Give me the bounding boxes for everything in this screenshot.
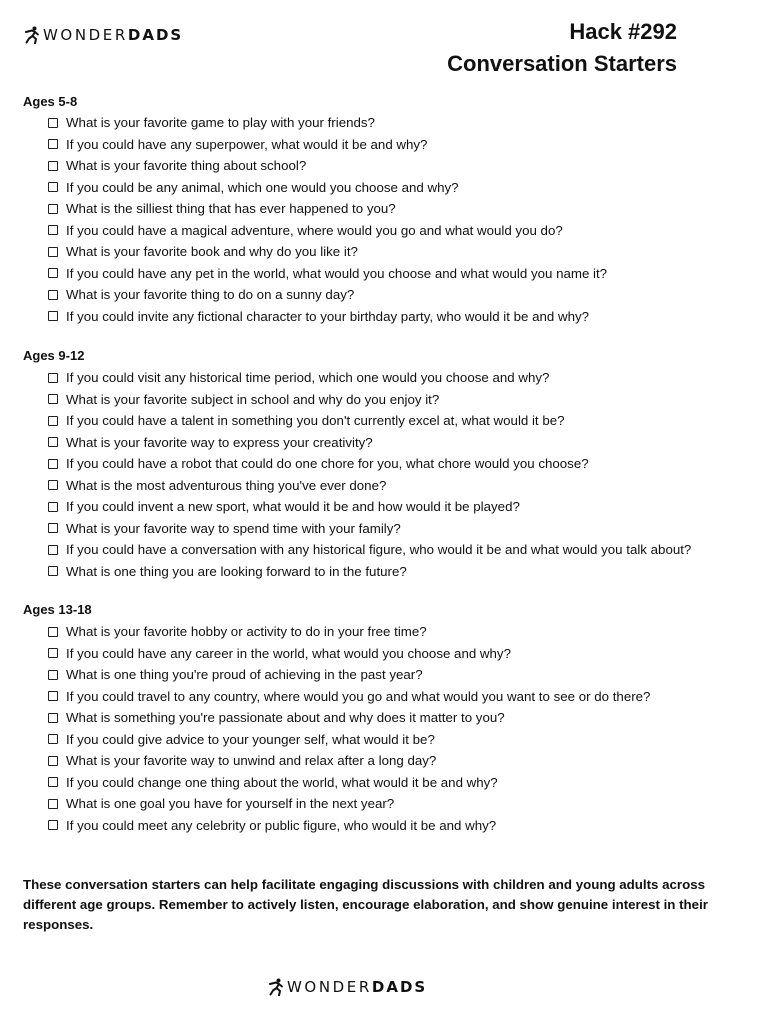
checkbox[interactable] <box>48 161 58 171</box>
checkbox[interactable] <box>48 225 58 235</box>
question-text: What is your favorite subject in school and why do you enjoy it? <box>66 391 440 407</box>
question-item <box>48 772 650 794</box>
question-text: What is your favorite way to express your creativity? <box>66 434 373 450</box>
question-text: If you could give advice to your younger self, what would it be? <box>66 731 435 747</box>
question-text: What is one goal you have for yourself in the next year? <box>66 796 395 812</box>
question-text: What is your favorite game to play with your friends? <box>66 115 375 131</box>
question-text: What is your favorite way to spend time with your family? <box>66 520 401 536</box>
question-item <box>48 177 607 199</box>
checkbox[interactable] <box>48 627 58 637</box>
section-heading-ages-13-18: Ages 13-18 <box>23 602 92 617</box>
checkbox[interactable] <box>48 139 58 149</box>
question-text: If you could invite any fictional character to your birthday party, who would it be and why? <box>66 308 590 324</box>
checkbox[interactable] <box>48 545 58 555</box>
checkbox[interactable] <box>48 734 58 744</box>
question-item <box>48 561 691 583</box>
question-item <box>48 664 650 686</box>
question-item <box>48 432 691 454</box>
checkbox[interactable] <box>48 523 58 533</box>
checkbox[interactable] <box>48 799 58 809</box>
checkbox[interactable] <box>48 566 58 576</box>
wonderdads-logo <box>24 26 183 44</box>
question-item <box>48 815 650 837</box>
question-text: If you could have a magical adventure, where would you go and what would you do? <box>66 222 563 238</box>
section-heading-ages-5-8: Ages 5-8 <box>23 94 78 109</box>
checkbox[interactable] <box>48 437 58 447</box>
question-text: If you could have any career in the world, what would you choose and why? <box>66 645 511 661</box>
question-item <box>48 241 607 263</box>
logo-text-dads: DADS <box>127 26 184 44</box>
question-text: If you could have a robot that could do one chore for you, what chore would you choose? <box>66 456 589 472</box>
question-text: If you could change one thing about the world, what would it be and why? <box>66 774 498 790</box>
question-item <box>48 306 607 328</box>
checkbox[interactable] <box>48 182 58 192</box>
question-item <box>48 220 607 242</box>
checkbox[interactable] <box>48 648 58 658</box>
question-item <box>48 134 607 156</box>
question-text: What is your favorite thing about school? <box>66 158 307 174</box>
question-text: What is your favorite thing to do on a sunny day? <box>66 287 355 303</box>
question-text: If you could visit any historical time period, which one would you choose and why? <box>66 370 550 386</box>
checkbox[interactable] <box>48 416 58 426</box>
question-item <box>48 198 607 220</box>
question-text: If you could have a talent in something you don't currently excel at, what would it be? <box>66 413 565 429</box>
question-item <box>48 750 650 772</box>
question-item <box>48 518 691 540</box>
question-item <box>48 686 650 708</box>
checkbox[interactable] <box>48 777 58 787</box>
checkbox[interactable] <box>48 459 58 469</box>
question-text: If you could have any superpower, what would it be and why? <box>66 136 428 152</box>
page-title: Conversation Starters <box>447 51 677 76</box>
question-item <box>48 453 691 475</box>
question-text: If you could meet any celebrity or public figure, who would it be and why? <box>66 817 497 833</box>
question-text: What is the silliest thing that has ever happened to you? <box>66 201 396 217</box>
checkbox[interactable] <box>48 204 58 214</box>
question-text: If you could have any pet in the world, what would you choose and what would you name it? <box>66 265 608 281</box>
running-figure-icon <box>24 26 40 44</box>
footer-wonderdads-logo <box>268 978 427 996</box>
question-text: If you could be any animal, which one would you choose and why? <box>66 179 459 195</box>
checkbox[interactable] <box>48 670 58 680</box>
checkbox[interactable] <box>48 394 58 404</box>
checkbox[interactable] <box>48 311 58 321</box>
question-text: What is something you're passionate about and why does it matter to you? <box>66 710 505 726</box>
footer-note: These conversation starters can help facilitate engaging discussions with children and young adults across different age groups. Remember to actively listen, encourage elaboration, and show genuine interest in their responses. <box>23 877 708 932</box>
question-item <box>48 112 607 134</box>
question-item <box>48 496 691 518</box>
checkbox[interactable] <box>48 820 58 830</box>
question-item <box>48 155 607 177</box>
footer-logo-text-wonder: WONDER <box>287 978 372 996</box>
question-item <box>48 284 607 306</box>
question-item <box>48 263 607 285</box>
checkbox[interactable] <box>48 268 58 278</box>
question-text: What is your favorite book and why do you like it? <box>66 244 358 260</box>
checkbox[interactable] <box>48 713 58 723</box>
checkbox[interactable] <box>48 247 58 257</box>
question-item <box>48 539 691 561</box>
question-list-ages-13-18 <box>48 621 650 836</box>
footer-logo-text-dads: DADS <box>371 978 428 996</box>
question-text: What is one thing you're proud of achieving in the past year? <box>66 667 423 683</box>
question-item <box>48 729 650 751</box>
question-text: What is one thing you are looking forward to in the future? <box>66 563 407 579</box>
question-item <box>48 389 691 411</box>
question-item <box>48 410 691 432</box>
question-text: What is the most adventurous thing you've ever done? <box>66 477 387 493</box>
checkbox[interactable] <box>48 118 58 128</box>
question-item <box>48 475 691 497</box>
question-list-ages-9-12 <box>48 367 691 582</box>
checkbox[interactable] <box>48 756 58 766</box>
question-text: If you could travel to any country, where would you go and what would you want to see or do there? <box>66 688 651 704</box>
checkbox[interactable] <box>48 691 58 701</box>
question-text: If you could have a conversation with any historical figure, who would it be and what would you talk about? <box>66 542 692 558</box>
question-item <box>48 793 650 815</box>
question-item <box>48 367 691 389</box>
question-item <box>48 707 650 729</box>
question-item <box>48 643 650 665</box>
logo-text-wonder: WONDER <box>43 26 128 44</box>
checkbox[interactable] <box>48 480 58 490</box>
hack-number: Hack #292 <box>569 19 677 44</box>
checkbox[interactable] <box>48 290 58 300</box>
question-text: What is your favorite hobby or activity to do in your free time? <box>66 624 427 640</box>
running-figure-icon <box>268 978 284 996</box>
question-text: If you could invent a new sport, what would it be and how would it be played? <box>66 499 520 515</box>
question-text: What is your favorite way to unwind and relax after a long day? <box>66 753 437 769</box>
checkbox[interactable] <box>48 502 58 512</box>
section-heading-ages-9-12: Ages 9-12 <box>23 348 85 363</box>
checkbox[interactable] <box>48 373 58 383</box>
question-list-ages-5-8 <box>48 112 607 327</box>
question-item <box>48 621 650 643</box>
